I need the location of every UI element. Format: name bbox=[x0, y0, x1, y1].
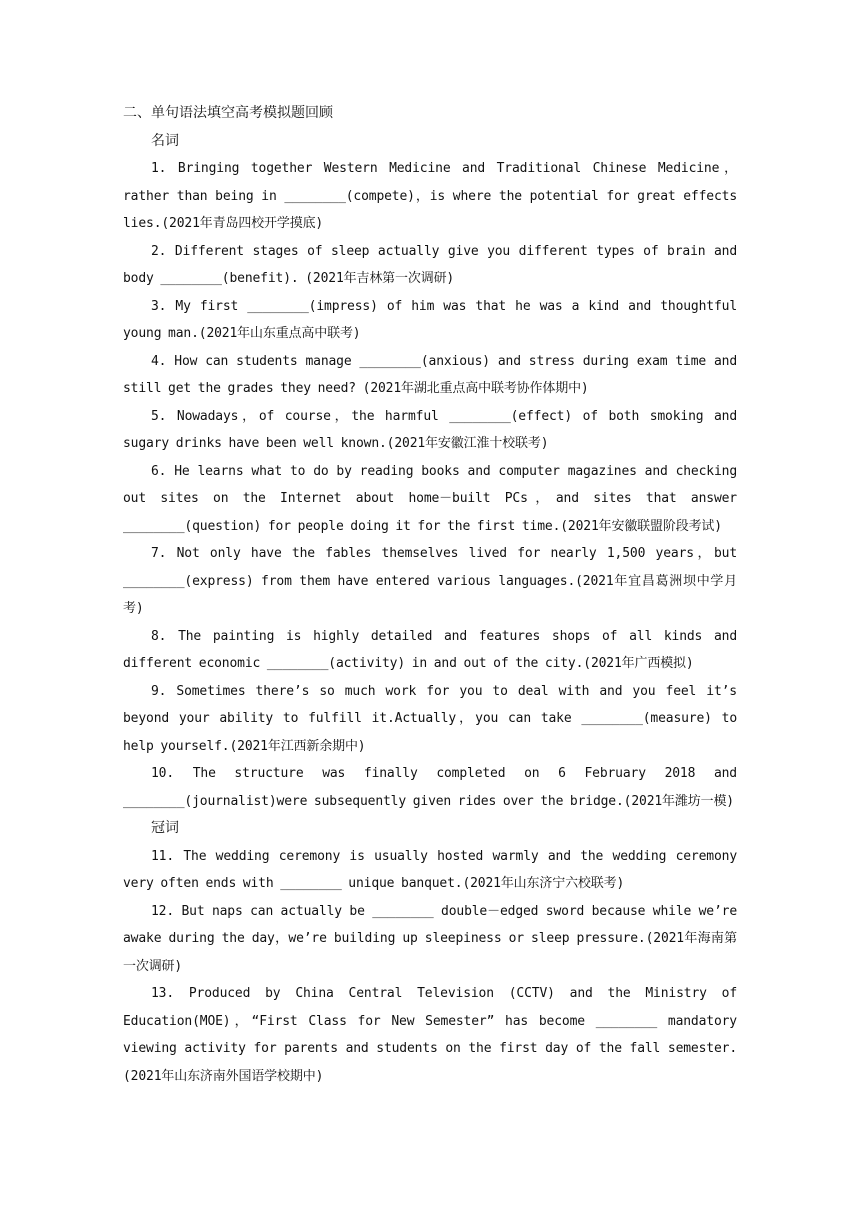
question-item-2: 2. Different stages of sleep actually give you different types of brain and body ________(benefit). (2021年吉林第一次调研) bbox=[123, 243, 737, 286]
question-item-6: 6. He learns what to do by reading books and computer magazines and checking out sites on the Internet about home－built PCs，and sites that answer ________(question) for people doing it for the first time.(2021年安徽联盟阶段考试) bbox=[123, 463, 737, 534]
category-nouns: 名词 bbox=[151, 132, 179, 149]
question-item-8: 8. The painting is highly detailed and features shops of all kinds and different economic ________(activity) in and out of the city.(2021年广西模拟) bbox=[123, 628, 737, 671]
question-item-12: 12. But naps can actually be ________ double－edged sword because while we’re awake during the day，we’re building up sleepiness or sleep pressure.(2021年海南第一次调研) bbox=[123, 903, 737, 974]
question-item-10: 10. The structure was finally completed on 6 February 2018 and ________(journalist)were subsequently given rides over the bridge.(2021年潍坊一模) bbox=[123, 766, 737, 809]
question-item-1: 1. Bringing together Western Medicine and Traditional Chinese Medicine，rather than being in ________(compete)，is where the potential for great effects lies.(2021年青岛四校开学摸底) bbox=[123, 161, 737, 231]
question-item-11: 11. The wedding ceremony is usually hosted warmly and the wedding ceremony very often ends with ________ unique banquet.(2021年山东济宁六校联考) bbox=[123, 848, 737, 891]
question-item-13: 13. Produced by China Central Television (CCTV) and the Ministry of Education(MOE)，“First Class for New Semester” has become ________ mandatory viewing activity for parents and students on the first day of the fall semester.(2021年山东济南外国语学校期中) bbox=[123, 986, 737, 1084]
category-articles: 冠词 bbox=[151, 820, 179, 836]
question-item-5: 5. Nowadays，of course，the harmful ________(effect) of both smoking and sugary drinks have been well known.(2021年安徽江淮十校联考) bbox=[123, 408, 737, 451]
question-item-7: 7. Not only have the fables themselves lived for nearly 1,500 years，but ________(express) from them have entered various languages.(2021年宜昌葛洲坝中学月考) bbox=[123, 546, 737, 616]
section-title: 二、单句语法填空高考模拟题回顾 bbox=[123, 105, 333, 121]
question-item-4: 4. How can students manage ________(anxious) and stress during exam time and still get the grades they need? (2021年湖北重点高中联考协作体期中) bbox=[123, 353, 737, 396]
question-item-9: 9. Sometimes there’s so much work for you to deal with and you feel it’s beyond your ability to fulfill it.Actually，you can take ________(measure) to help yourself.(2021年江西新余期中) bbox=[123, 683, 737, 754]
document-page bbox=[123, 100, 737, 1090]
question-item-3: 3. My first ________(impress) of him was that he was a kind and thoughtful young man.(2021年山东重点高中联考) bbox=[123, 298, 737, 341]
